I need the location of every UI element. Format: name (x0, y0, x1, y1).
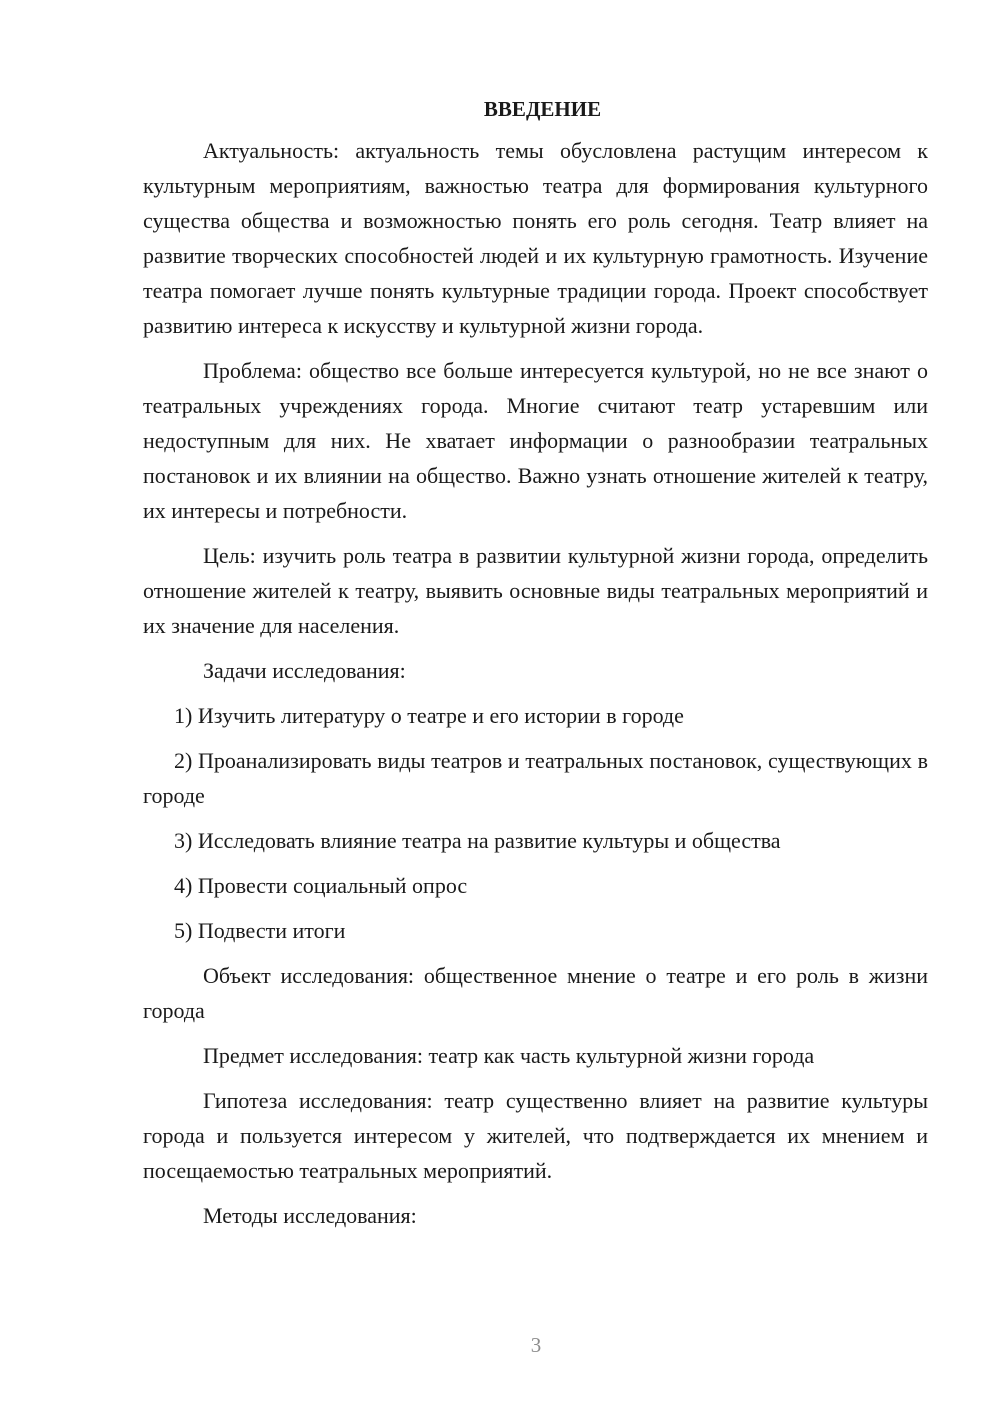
task-item-4: 4) Провести социальный опрос (174, 873, 468, 898)
task-item-5: 5) Подвести итоги (174, 918, 346, 943)
methods-heading: Методы исследования: (203, 1203, 417, 1228)
tasks-heading: Задачи исследования: (203, 658, 406, 683)
hypothesis-paragraph: Гипотеза исследования: театр существенно влияет на развитие культуры города и пользуется интересом у жителей, что подтверждается их мнением и посещаемостью театральных мероприятий. (143, 1088, 928, 1183)
task-item-1: 1) Изучить литературу о театре и его истории в городе (174, 703, 684, 728)
subject-paragraph: Предмет исследования: театр как часть культурной жизни города (203, 1043, 815, 1068)
goal-paragraph: Цель: изучить роль театра в развитии культурной жизни города, определить отношение жителей к театру, выявить основные виды театральных мероприятий и их значение для населения. (143, 543, 928, 638)
relevance-paragraph: Актуальность: актуальность темы обусловлена растущим интересом к культурным мероприятиям, важностью театра для формирования культурного существа общества и возможностью понять его роль сегодня. Театр влияет на развитие творческих способностей людей и их культурную грамотность. Изучение театра помогает лучше понять культурные традиции города. Проект способствует развитию интереса к искусству и культурной жизни города. (143, 138, 928, 338)
task-item-2: 2) Проанализировать виды театров и театральных постановок, существующих в городе (143, 748, 928, 808)
object-paragraph: Объект исследования: общественное мнение о театре и его роль в жизни города (143, 963, 928, 1023)
problem-paragraph: Проблема: общество все больше интересуется культурой, но не все знают о театральных учреждениях города. Многие считают театр устаревшим или недоступным для них. Не хватает информации о разнообразии театральных постановок и их влиянии на общество. Важно узнать отношение жителей к театру, их интересы и потребности. (143, 358, 928, 523)
task-item-3: 3) Исследовать влияние театра на развитие культуры и общества (174, 828, 781, 853)
document-page (143, 92, 928, 1243)
page-number: 3 (530, 1333, 542, 1357)
section-title: ВВЕДЕНИЕ (483, 97, 602, 121)
